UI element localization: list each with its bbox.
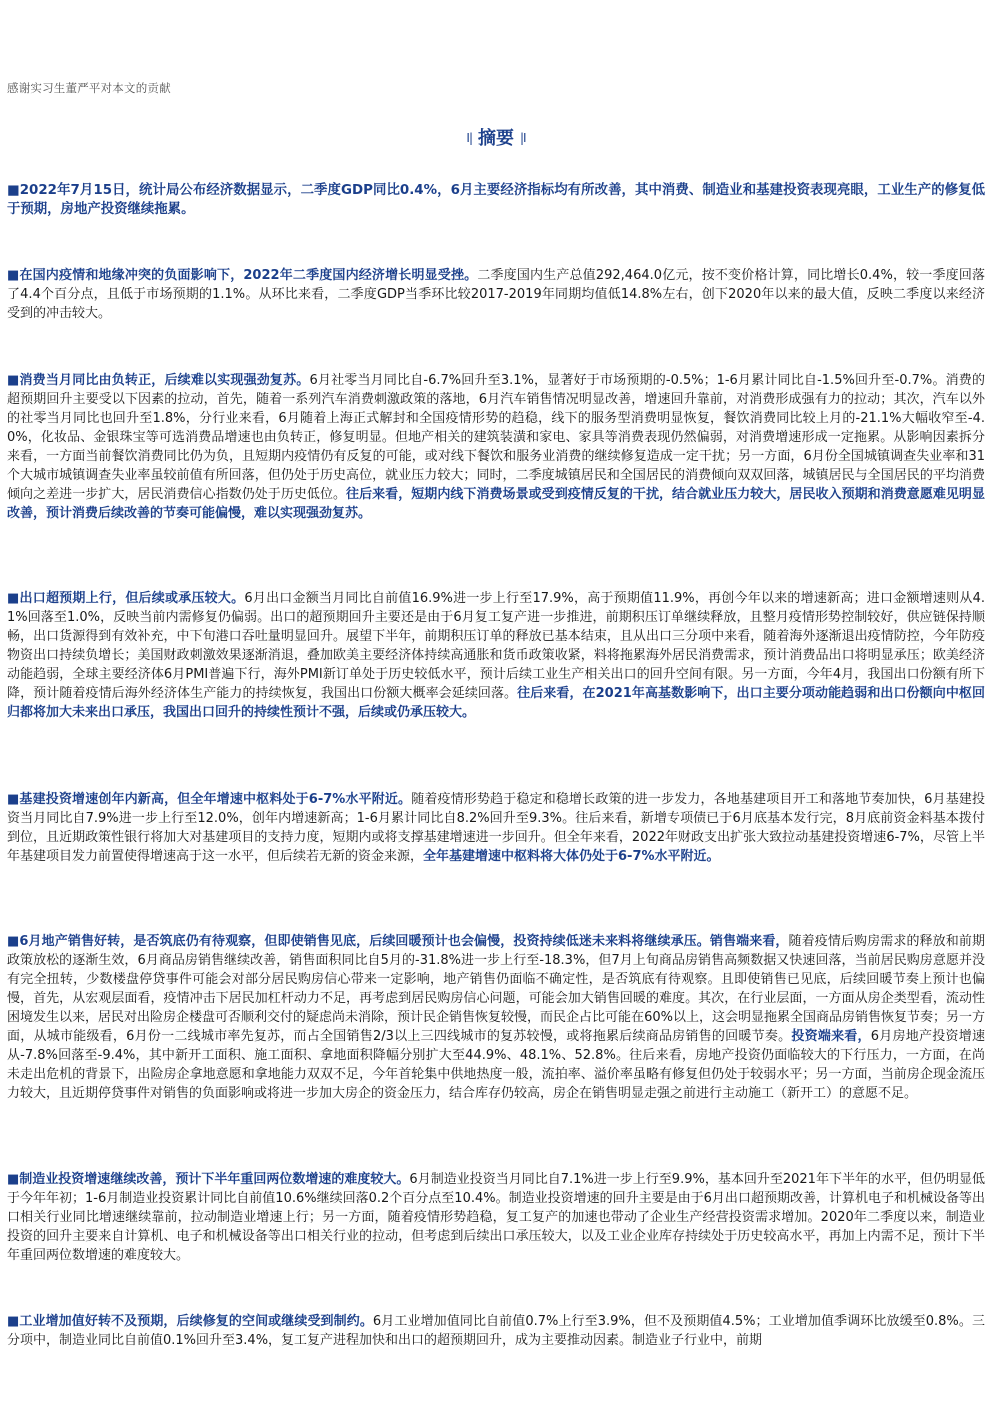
paragraph-body: 6月制造业投资当月同比自7.1%进一步上行至9.9%，基本回升至2021年下半年的水平，但仍明显低于今年年初；1-6月制造业投资累计同比自前值10.6%继续回落0.2个百分点至10.4%。制造业投资增速的回升主要是由于6月出口超预期改善，计算机电子和机械设备等出口相关行业同比增速继续靠前，拉动制造业增速上行；另一方面，随着疫情形势趋稳，复工复产的加速也带动了企业生产经营投资需求增加。2020年二季度以来，制造业投资的回升主要来自计算机、电子和机械设备等出口相关行业的拉动，但考虑到后续出口承压较大，以及工业企业库存持续处于历史较高水平，再加上内需不足，预计下半年重回两位数增速的难度较大。	[7, 1172, 985, 1263]
paragraph-industrial-output	[7, 1312, 985, 1350]
paragraph-body: 6月社零当月同比自-6.7%回升至3.1%，显著好于市场预期的-0.5%；1-6月累计同比自-1.5%回升至-0.7%。消费的超预期回升主要受以下因素的拉动，首先，随着一系列汽车消费刺激政策的落地，6月汽车销售情况明显改善，增速回升靠前，对消费形成强有力的拉动；其次，汽车以外的社零当月同比也回升至1.8%，分行业来看，6月随着上海正式解封和全国疫情形势的趋稳，线下的服务型消费明显恢复，餐饮消费同比较上月的-21.1%大幅收窄至-4.0%，化妆品、金银珠宝等可选消费品增速也由负转正，修复明显。但地产相关的建筑装潢和家电、家具等消费表现仍然偏弱，对消费增速形成一定拖累。从影响因素拆分来看，一方面当前餐饮消费同比仍为负，且短期内疫情仍有反复的可能，或对线下餐饮和服务业消费的继续修复造成一定干扰；另一方面，6月份全国城镇调查失业率和31个大城市城镇调查失业率虽较前值有所回落，但仍处于历史高位，就业压力较大；同时，二季度城镇居民和全国居民的消费倾向双双回落，城镇居民与全国居民的平均消费倾向之差进一步扩大，居民消费信心指数仍处于历史低位。	[7, 373, 985, 502]
paragraph-body: 随着疫情后购房需求的释放和前期政策放松的逐渐生效，6月商品房销售继续改善，销售面积同比自5月的-31.8%进一步上行至-18.3%，但7月上旬商品房销售高频数据又快速回落，当前居民购房意愿并没有完全扭转，少数楼盘停贷事件可能会对部分居民购房信心带来一定影响，地产销售仍面临不确定性，是否筑底有待观察。且即使销售已见底，后续回暖节奏上预计也偏慢，首先，从宏观层面看，疫情冲击下居民加杠杆动力不足，再考虑到居民购房信心问题，可能会加大销售回暖的难度。其次，在行业层面，一方面从房企类型看，流动性困境发生以来，居民对出险房企楼盘可否顺利交付的疑虑尚未消除，预计民企销售恢复较慢，而民企占比可能在60%以上，这会明显拖累全国商品房销售恢复节奏；另一方面，从城市能级看，6月份一二线城市率先复苏，而占全国销售2/3以上三四线城市的复苏较慢，或将拖累后续商品房销售的回暖节奏。	[7, 934, 985, 1044]
paragraph-emphasis: 往后来看，短期内线下消费场景或受到疫情反复的干扰，结合就业压力较大，居民收入预期和消费意愿难见明显改善，预计消费后续改善的节奏可能偏慢，难以实现强劲复苏。	[7, 487, 985, 521]
paragraph-emphasis: 全年基建增速中枢料将大体仍处于6-7%水平附近。	[423, 849, 720, 864]
paragraph-gdp-overview	[7, 181, 985, 219]
paragraph-emphasis: 往后来看，在2021年高基数影响下，出口主要分项动能趋弱和出口份额向中枢回归都将加大未来出口承压，我国出口回升的持续性预计不强，后续或仍承压较大。	[7, 686, 985, 720]
paragraph-body: 6月出口金额当月同比自前值16.9%进一步上行至17.9%，高于预期值11.9%，再创今年以来的增速新高；进口金额增速则从4.1%回落至1.0%，反映当前内需修复仍偏弱。出口的超预期回升主要还是由于6月复工复产进一步推进，前期积压订单继续释放，且整月疫情形势控制较好，供应链保持顺畅，出口货源得到有效补充，中下旬港口吞吐量明显回升。展望下半年，前期积压订单的释放已基本结束，且从出口三分项中来看，随着海外逐渐退出疫情防控，今年防疫物资出口持续负增长；美国财政刺激效果逐渐消退，叠加欧美主要经济体持续高通胀和货币政策收紧，料将拖累海外居民消费需求，预计消费品出口将明显承压；欧美经济动能趋弱，全球主要经济体6月PMI普遍下行，海外PMI新订单处于历史较低水平，预计后续工业生产相关出口的回升空间有限。另一方面，今年4月，我国出口份额有所下降，预计随着疫情后海外经济体生产能力的持续恢复，我国出口份额大概率会延续回落。	[7, 591, 985, 701]
paragraph-body: 6月工业增加值同比自前值0.7%上行至3.9%，但不及预期值4.5%；工业增加值季调环比放缓至0.8%。三分项中，制造业同比自前值0.1%回升至3.4%，复工复产进程加快和出口的超预期回升，成为主要推动因素。制造业子行业中，前期	[7, 1314, 985, 1348]
paragraph-body-continued: 6月房地产投资增速从-7.8%回落至-9.4%，其中新开工面积、施工面积、拿地面积降幅分别扩大至44.9%、48.1%、52.8%。往后来看，房地产投资仍面临较大的下行压力，一方面，在尚未走出危机的背景下，出险房企拿地意愿和拿地能力双双不足，今年首轮集中供地热度一般，流拍率、溢价率虽略有修复但仍处于较弱水平；另一方面，当前房企现金流压力较大，且近期停贷事件对销售的负面影响或将进一步加大房企的资金压力，结合库存仍较高，房企在销售明显走强之前进行主动施工（新开工）的意愿不足。	[7, 1029, 985, 1101]
paragraph-body: 二季度国内生产总值292,464.0亿元，按不变价格计算，同比增长0.4%，较一季度回落了4.4个百分点，且低于市场预期的1.1%。从环比来看，二季度GDP当季环比较2017-2019年同期均值低14.8%左右，创下2020年以来的最大值，反映二季度以来经济受到的冲击较大。	[7, 268, 985, 321]
summary-heading	[0, 124, 992, 150]
paragraph-lead: ■消费当月同比由负转正，后续难以实现强劲复苏。	[7, 373, 310, 388]
paragraph-real-estate	[7, 932, 985, 1103]
paragraph-lead: ■出口超预期上行，但后续或承压较大。	[7, 591, 245, 606]
paragraph-lead: ■6月地产销售好转，是否筑底仍有待观察，但即使销售见底，后续回暖预计也会偏慢，投资持续低迷未来料将继续承压。销售端来看，	[7, 934, 789, 949]
paragraph-lead: ■2022年7月15日，统计局公布经济数据显示，二季度GDP同比0.4%，6月主要经济指标均有所改善，其中消费、制造业和基建投资表现亮眼，工业生产的修复低于预期，房地产投资继续拖累。	[7, 183, 985, 217]
paragraph-lead: ■制造业投资增速继续改善，预计下半年重回两位数增速的难度较大。	[7, 1172, 410, 1187]
paragraph-body: 随着疫情形势趋于稳定和稳增长政策的进一步发力，各地基建项目开工和落地节奏加快，6月基建投资当月同比自7.9%进一步上行至12.0%，创年内增速新高；1-6月累计同比自8.2%回升至9.3%。往后来看，新增专项债已于6月底基本发行完，8月底前资金料基本拨付到位，且近期政策性银行将加大对基建项目的支持力度，短期内或将支撑基建增速进一步回升。但全年来看，2022年财政支出扩张大致拉动基建投资增速6-7%，尽管上半年基建项目发力前置使得增速高于这一水平，但后续若无新的资金来源，	[7, 792, 985, 864]
paragraph-infrastructure	[7, 790, 985, 866]
paragraph-emphasis: 投资端来看，	[791, 1029, 871, 1044]
heading-marker-right: |I	[520, 131, 526, 145]
heading-marker-left: I|	[466, 131, 472, 145]
paragraph-lead: ■基建投资增速创年内新高，但全年增速中枢料处于6-7%水平附近。	[7, 792, 412, 807]
paragraph-lead: ■在国内疫情和地缘冲突的负面影响下，2022年二季度国内经济增长明显受挫。	[7, 268, 478, 283]
paragraph-consumption	[7, 371, 985, 523]
acknowledgement-note: 感谢实习生董严平对本文的贡献	[7, 81, 171, 95]
heading-title: 摘要	[478, 128, 514, 149]
paragraph-exports	[7, 589, 985, 722]
paragraph-manufacturing	[7, 1170, 985, 1265]
paragraph-gdp-growth	[7, 266, 985, 323]
paragraph-lead: ■工业增加值好转不及预期，后续修复的空间或继续受到制约。	[7, 1314, 373, 1329]
